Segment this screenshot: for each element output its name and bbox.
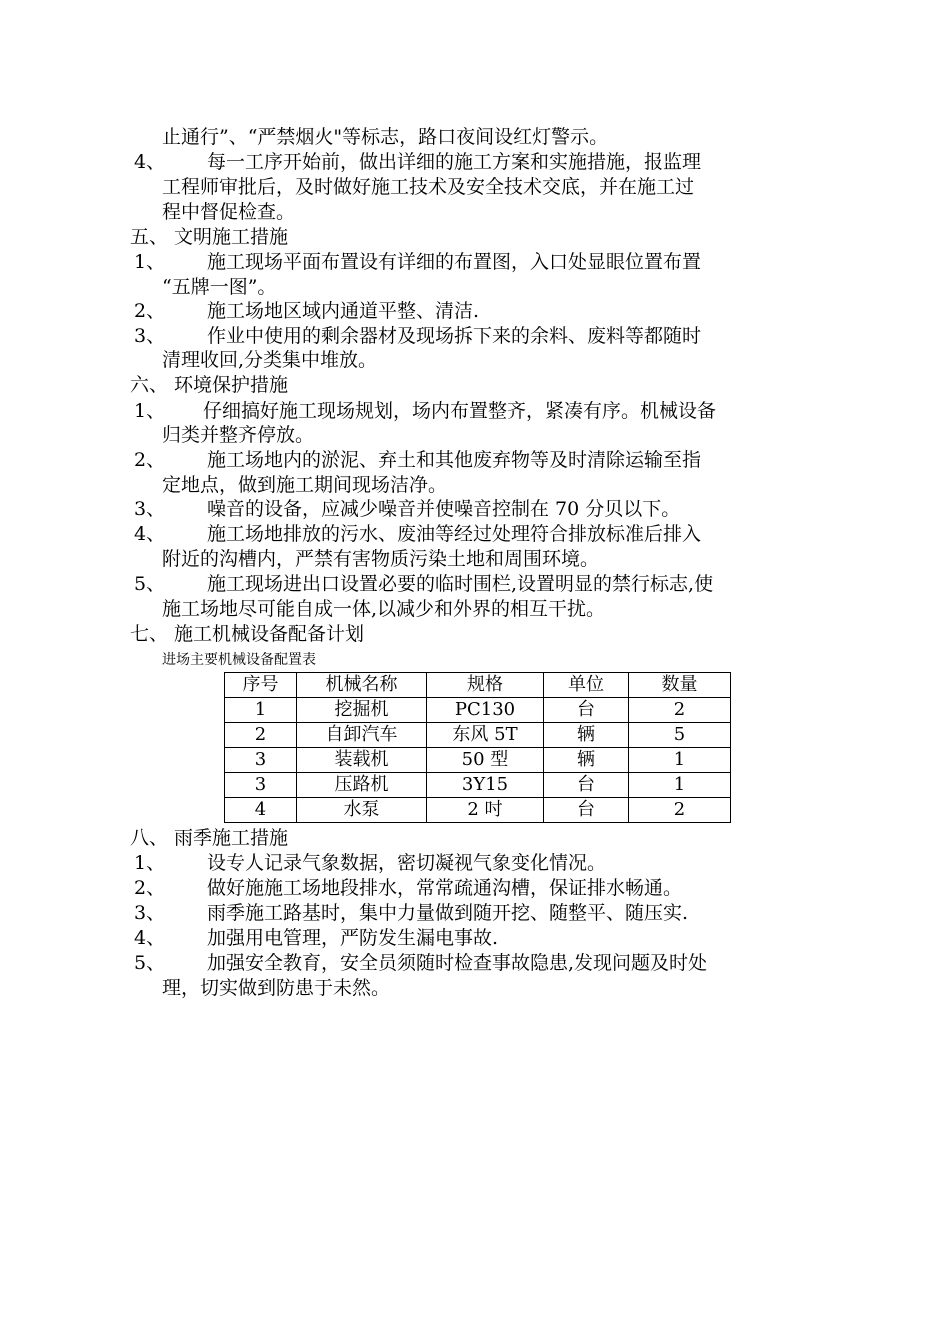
item4-line-3: 程中督促检查。: [162, 201, 296, 223]
equipment-table: [224, 672, 731, 823]
table-cell: 水泵: [297, 798, 427, 823]
table-cell: 辆: [544, 723, 629, 748]
table-cell: 3: [225, 773, 297, 798]
s5-item2-line-1: 施工场地区域内通道平整、清洁.: [207, 300, 480, 322]
table-cell: 压路机: [297, 773, 427, 798]
s8-item3-number: 3、: [134, 902, 166, 924]
s8-item4-number: 4、: [134, 927, 166, 949]
header-spec: 规格: [427, 673, 544, 698]
section6-title: 六、 环境保护措施: [130, 374, 289, 396]
table-cell: 2: [629, 798, 731, 823]
s6-item1-line-1: 仔细搞好施工现场规划，场内布置整齐，紧凑有序。机械设备: [203, 400, 717, 422]
table-cell: 挖掘机: [297, 698, 427, 723]
header-machine-name: 机械名称: [297, 673, 427, 698]
s8-item5-line-1: 加强安全教育，安全员须随时检查事故隐患,发现问题及时处: [207, 952, 708, 974]
table-cell: 台: [544, 798, 629, 823]
s5-item3-number: 3、: [134, 325, 166, 347]
header-index: 序号: [225, 673, 297, 698]
table-cell: 3: [225, 748, 297, 773]
s5-item1-number: 1、: [134, 251, 166, 273]
intro-line: 止通行”、“严禁烟火"等标志，路口夜间设红灯警示。: [162, 126, 609, 148]
table-cell: 5: [629, 723, 731, 748]
item4-line-2: 工程师审批后，及时做好施工技术及安全技术交底，并在施工过: [162, 176, 695, 198]
header-quantity: 数量: [629, 673, 731, 698]
s6-item4-line-1: 施工场地排放的污水、废油等经过处理符合排放标准后排入: [207, 523, 702, 545]
s5-item1-line-1: 施工现场平面布置设有详细的布置图，入口处显眼位置布置: [207, 251, 702, 273]
section8-title: 八、 雨季施工措施: [130, 827, 289, 849]
table-cell: 台: [544, 773, 629, 798]
table-cell: 1: [225, 698, 297, 723]
table-cell: 4: [225, 798, 297, 823]
table-header-row: [225, 673, 731, 698]
table-cell: 东风 5T: [427, 723, 544, 748]
s6-item3-number: 3、: [134, 498, 166, 520]
section5-title: 五、 文明施工措施: [130, 226, 289, 248]
table-row: [225, 773, 731, 798]
s5-item2-number: 2、: [134, 300, 166, 322]
table-cell: PC130: [427, 698, 544, 723]
table-cell: 3Y15: [427, 773, 544, 798]
s6-item4-number: 4、: [134, 523, 166, 545]
section7-title: 七、 施工机械设备配备计划: [130, 623, 365, 645]
item4-line-1: 每一工序开始前，做出详细的施工方案和实施措施，报监理: [207, 151, 702, 173]
s8-item5-line-2: 理，切实做到防患于未然。: [162, 977, 391, 999]
s6-item3-line-1: 噪音的设备，应减少噪音并使噪音控制在 70 分贝以下。: [207, 498, 681, 520]
s5-item1-line-2: “五牌一图”。: [162, 276, 277, 298]
header-unit: 单位: [544, 673, 629, 698]
table-cell: 2: [225, 723, 297, 748]
s6-item4-line-2: 附近的沟槽内，严禁有害物质污染土地和周围环境。: [162, 548, 600, 570]
table-cell: 1: [629, 773, 731, 798]
table-row: [225, 698, 731, 723]
table-row: [225, 748, 731, 773]
table-cell: 2: [629, 698, 731, 723]
table-cell: 2 吋: [427, 798, 544, 823]
s6-item1-line-2: 归类并整齐停放。: [162, 424, 315, 446]
s8-item3-line-1: 雨季施工路基时，集中力量做到随开挖、随整平、随压实.: [207, 902, 689, 924]
s6-item5-line-2: 施工场地尽可能自成一体,以减少和外界的相互干扰。: [162, 598, 606, 620]
table-row: [225, 798, 731, 823]
s6-item2-line-1: 施工场地内的淤泥、弃土和其他废弃物等及时清除运输至指: [207, 449, 702, 471]
s6-item2-line-2: 定地点，做到施工期间现场洁净。: [162, 474, 448, 496]
table-cell: 1: [629, 748, 731, 773]
s5-item3-line-1: 作业中使用的剩余器材及现场拆下来的余料、废料等都随时: [207, 325, 702, 347]
s6-item2-number: 2、: [134, 449, 166, 471]
table-cell: 辆: [544, 748, 629, 773]
table-cell: 台: [544, 698, 629, 723]
s6-item5-number: 5、: [134, 573, 166, 595]
s8-item2-line-1: 做好施施工场地段排水，常常疏通沟槽，保证排水畅通。: [207, 877, 683, 899]
table-cell: 装载机: [297, 748, 427, 773]
s8-item2-number: 2、: [134, 877, 166, 899]
s6-item1-number: 1、: [134, 400, 166, 422]
table-caption: 进场主要机械设备配置表: [162, 652, 316, 668]
s8-item4-line-1: 加强用电管理，严防发生漏电事故.: [207, 927, 499, 949]
s5-item3-line-2: 清理收回,分类集中堆放。: [162, 349, 378, 371]
s6-item5-line-1: 施工现场进出口设置必要的临时围栏,设置明显的禁行标志,使: [207, 573, 714, 595]
table-cell: 50 型: [427, 748, 544, 773]
table-row: [225, 723, 731, 748]
s8-item1-line-1: 设专人记录气象数据，密切凝视气象变化情况。: [207, 852, 607, 874]
item4-number: 4、: [134, 151, 166, 173]
s8-item5-number: 5、: [134, 952, 166, 974]
s8-item1-number: 1、: [134, 852, 166, 874]
table-cell: 自卸汽车: [297, 723, 427, 748]
